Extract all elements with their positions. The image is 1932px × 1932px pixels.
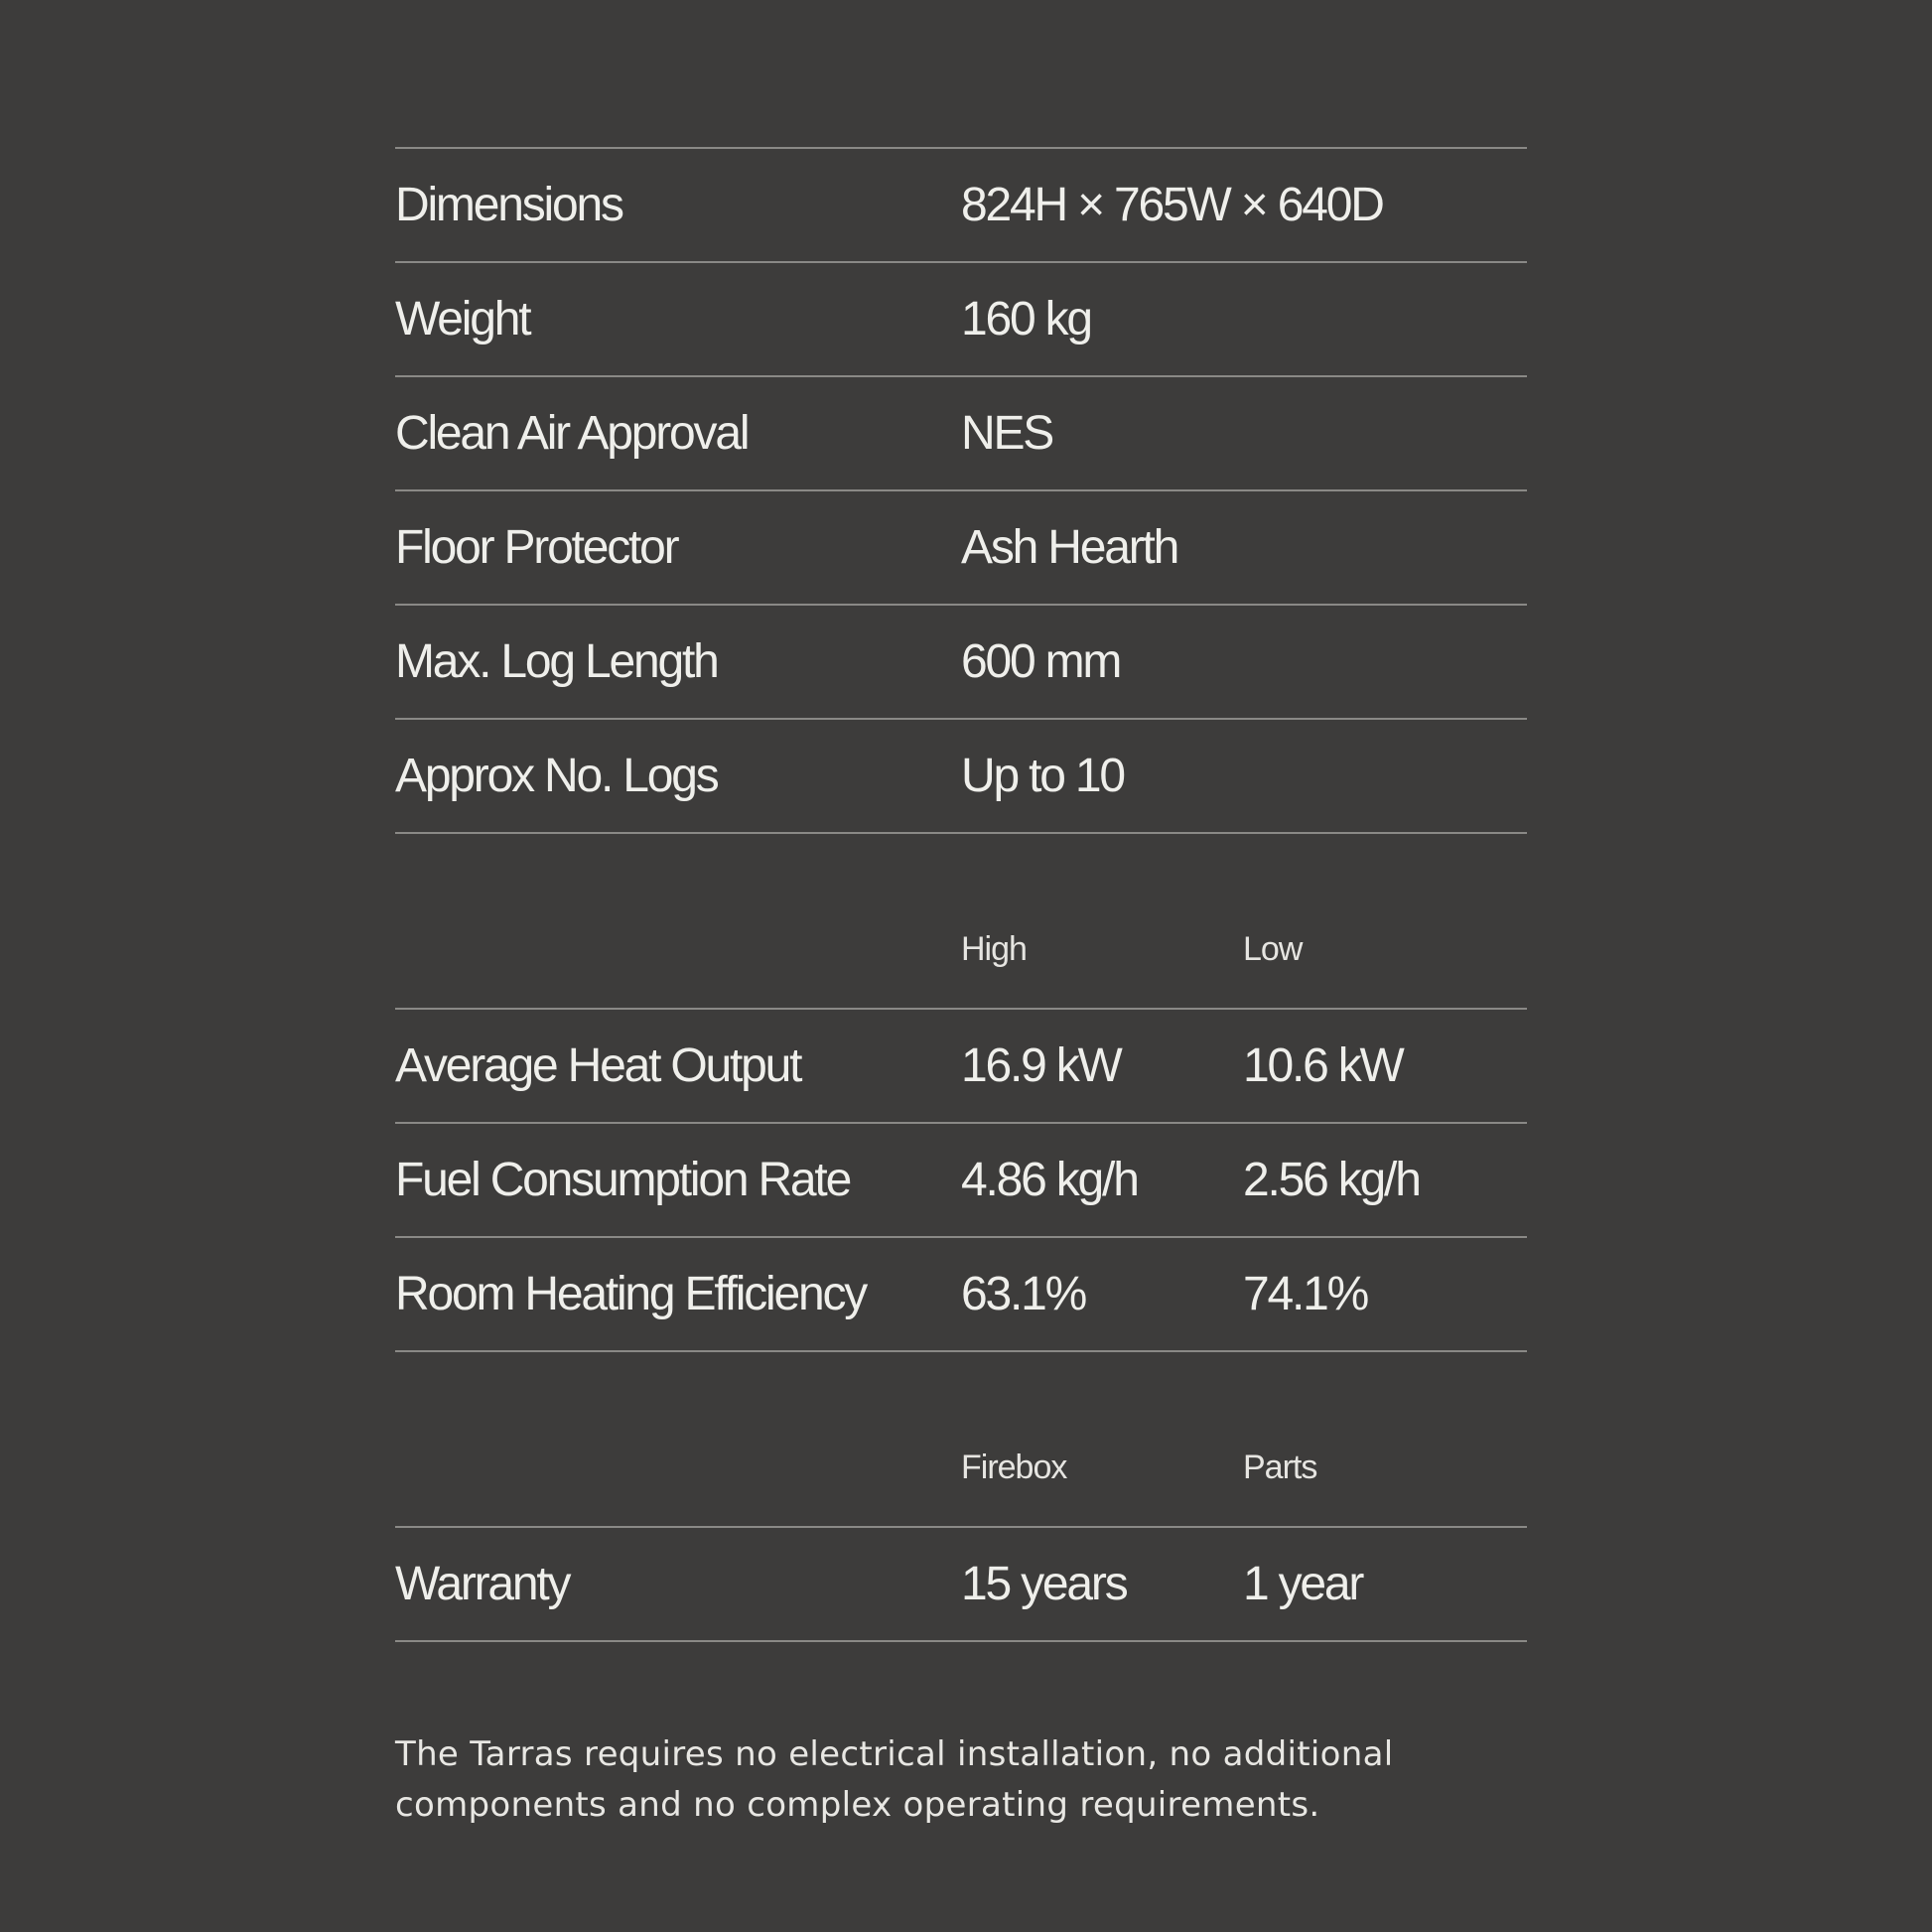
warranty-parts-value: 1 year (1243, 1558, 1363, 1610)
spec-row-floor-protector (395, 491, 1527, 606)
column-header-firebox: Firebox (961, 1448, 1067, 1486)
spec-value: 824H × 765W × 640D (961, 179, 1383, 231)
warranty-header-row (395, 1440, 1527, 1495)
spec-value: 160 kg (961, 293, 1091, 345)
spec-label: Floor Protector (395, 521, 678, 574)
column-header-low: Low (1243, 929, 1303, 968)
spec-label: Max. Log Length (395, 635, 718, 688)
spec-row-approx-no-logs (395, 720, 1527, 834)
spec-value: 600 mm (961, 635, 1121, 688)
perf-label: Room Heating Efficiency (395, 1268, 867, 1320)
spec-row-max-log-length (395, 606, 1527, 720)
spec-label: Weight (395, 293, 530, 345)
spec-value: Up to 10 (961, 750, 1124, 802)
warranty-label: Warranty (395, 1558, 570, 1610)
spec-row-dimensions (395, 149, 1527, 263)
column-header-parts: Parts (1243, 1448, 1317, 1486)
warranty-firebox-value: 15 years (961, 1558, 1127, 1610)
perf-row-average-heat-output (395, 1010, 1527, 1124)
spec-label: Approx No. Logs (395, 750, 718, 802)
spec-label: Dimensions (395, 179, 622, 231)
spec-value: NES (961, 407, 1053, 460)
spec-row-clean-air-approval (395, 377, 1527, 491)
perf-row-room-heating-efficiency (395, 1238, 1527, 1352)
performance-header-row (395, 921, 1527, 977)
perf-low-value: 10.6 kW (1243, 1039, 1403, 1092)
column-header-high: High (961, 929, 1027, 968)
installation-note: The Tarras requires no electrical installation, no additional components and no complex operating requirements. (395, 1734, 1394, 1825)
perf-row-fuel-consumption-rate (395, 1124, 1527, 1238)
spec-value: Ash Hearth (961, 521, 1178, 574)
perf-low-value: 74.1% (1243, 1268, 1368, 1320)
perf-high-value: 63.1% (961, 1268, 1086, 1320)
perf-low-value: 2.56 kg/h (1243, 1154, 1420, 1206)
perf-label: Average Heat Output (395, 1039, 801, 1092)
perf-high-value: 4.86 kg/h (961, 1154, 1138, 1206)
perf-label: Fuel Consumption Rate (395, 1154, 851, 1206)
perf-high-value: 16.9 kW (961, 1039, 1121, 1092)
warranty-row (395, 1528, 1527, 1642)
spec-row-weight (395, 263, 1527, 377)
spec-label: Clean Air Approval (395, 407, 749, 460)
spec-table (395, 147, 1527, 1831)
